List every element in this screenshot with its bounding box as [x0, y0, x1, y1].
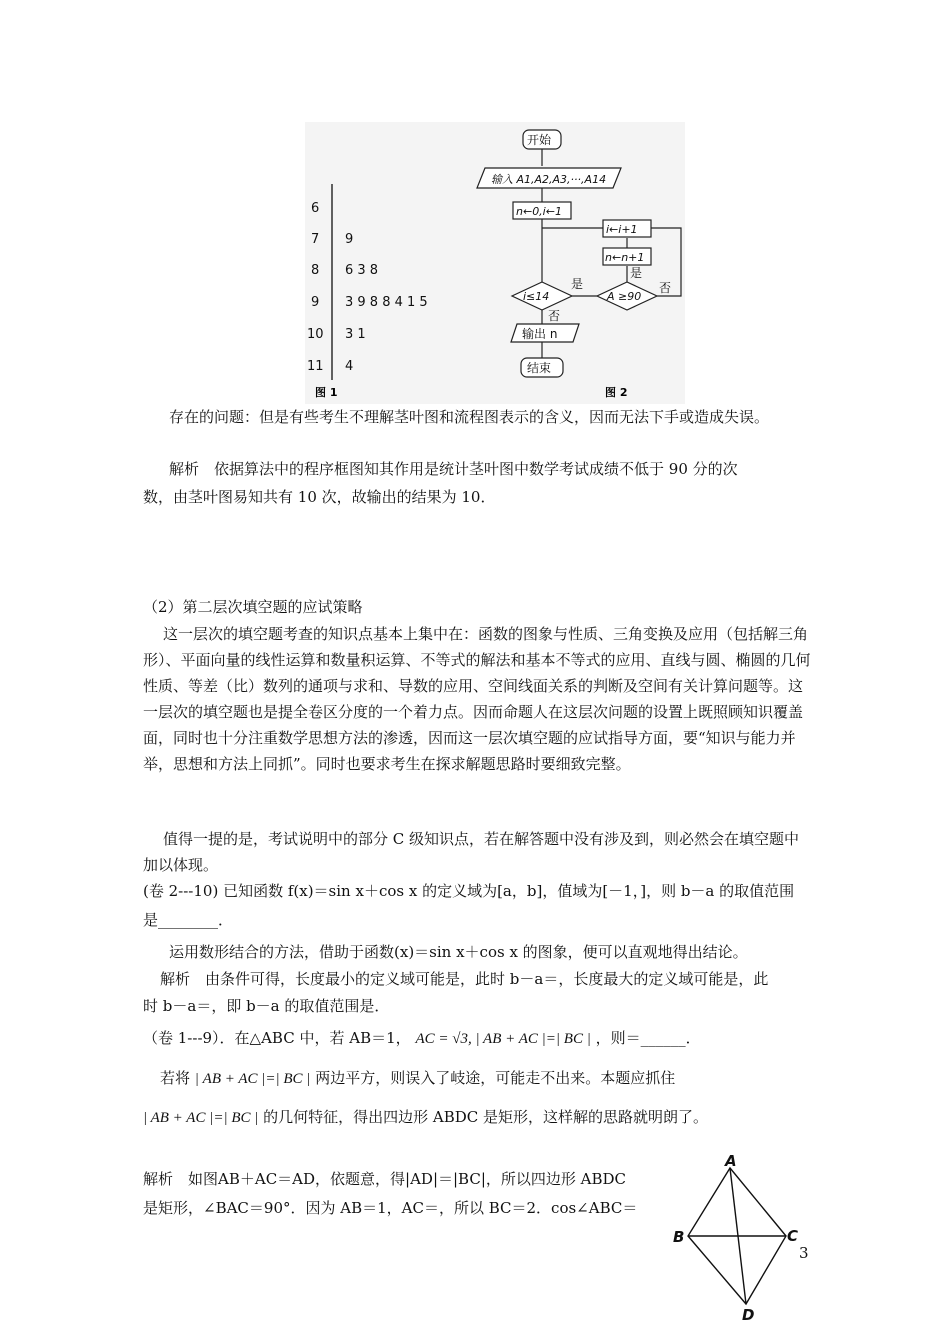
init-label: n←0,i←1 [516, 205, 562, 218]
yes2-label: 是 [630, 266, 643, 280]
warn-suffix: 两边平方，则误入了岐途，可能走不出来。本题应抓住 [315, 1069, 676, 1087]
caption-fig1: 图 1 [315, 386, 338, 399]
problem2-line [143, 1025, 701, 1052]
caption-fig2: 图 2 [605, 386, 628, 399]
vertex-c-label: C [787, 1227, 799, 1245]
vertex-b-label: B [673, 1228, 685, 1246]
incn-label: n←n+1 [605, 251, 645, 264]
output-label: 输出 n [522, 327, 558, 341]
problem2-suffix: ，则＝______． [595, 1029, 701, 1047]
leaf-row-1: 9 [345, 232, 354, 247]
stem-3: 9 [311, 295, 320, 310]
yes1-label: 是 [571, 277, 584, 291]
problem2-formula: AC = √3, | AB + AC |=| BC | [415, 1031, 591, 1047]
flowchart-shapes [477, 130, 681, 377]
page-number: 3 [799, 1244, 809, 1262]
section2-title: （2）第二层次填空题的应试策略 [143, 598, 363, 616]
warn-prefix: 若将 [160, 1069, 191, 1087]
analysis3-line2: 是矩形，∠BAC＝90°．因为 AB＝1，AC＝，所以 BC＝2．cos∠ABC＝ [143, 1199, 638, 1217]
leaf-row-3: 3 9 8 8 4 1 5 [345, 295, 428, 310]
key-suffix: 的几何特征，得出四边形 ABDC 是矩形，这样解的思路就明朗了。 [263, 1108, 709, 1126]
method-line: 运用数形结合的方法，借助于函数(x)＝sin x＋cos x 的图象，便可以直观地得出结论。 [169, 943, 748, 961]
no1-label: 否 [548, 309, 561, 323]
cond1-label: i≤14 [523, 290, 550, 303]
leaf-row-4: 3 1 [345, 327, 366, 342]
problem1-line1: (卷 2---10) 已知函数 f(x)＝sin x＋cos x 的定义域为[a，b]，值域为[－1，]，则 b－a 的取值范围 [143, 882, 795, 900]
figure-panel [305, 122, 685, 404]
end-label: 结束 [527, 361, 552, 375]
no2-label: 否 [659, 281, 672, 295]
stem-1: 7 [311, 232, 320, 247]
warn-formula: | AB + AC |=| BC | [194, 1071, 311, 1087]
input-label: 输入 A1,A2,A3,···,A14 [491, 173, 607, 186]
stem-leaf-leaves [345, 232, 428, 374]
analysis1-line1: 解析 依据算法中的程序框图知其作用是统计茎叶图中数学考试成绩不低于 90 分的次 [169, 460, 738, 478]
inci-label: i←i+1 [606, 223, 638, 236]
leaf-row-2: 6 3 8 [345, 263, 379, 278]
vertex-d-label: D [742, 1306, 755, 1322]
section2-body: 这一层次的填空题考查的知识点基本上集中在：函数的图象与性质、三角变换及应用（包括解三角形）、平面向量的线性运算和数量积运算、不等式的解法和基本不等式的应用、直线与圆、椭圆的几何性质、等差（比）数列的通项与求和、导数的应用、空间线面关系的判断及空间有关计算问题等。这一层次的填空题也是提全卷区分度的一个着力点。因而命题人在这层次问题的设置上既照顾知识覆盖面，同时也十分注重数学思想方法的渗透，因而这一层次填空题的应试指导方面，要“知识与能力并举，思想和方法上同抓”。同时也要求考生在探求解题思路时要细致完整。 [143, 625, 811, 773]
analysis3-line1: 解析 如图AB＋AC＝AD，依题意，得|AD|＝|BC|，所以四边形 ABDC [143, 1170, 627, 1188]
stem-0: 6 [311, 201, 320, 216]
issue-paragraph: 存在的问题：但是有些考生不理解茎叶图和流程图表示的含义，因而无法下手或造成失误。 [169, 408, 770, 426]
cond2-label: A ≥90 [607, 290, 642, 303]
stem-2: 8 [311, 263, 320, 278]
stem-4: 10 [307, 327, 324, 342]
leaf-row-5: 4 [345, 359, 354, 374]
start-label: 开始 [527, 133, 552, 147]
key-line [143, 1104, 708, 1131]
problem2-prefix: （卷 1---9）．在△ABC 中，若 AB＝1， [143, 1029, 411, 1047]
problem1-line2: 是________． [143, 911, 234, 929]
vertex-a-label: A [725, 1152, 737, 1170]
rhombus-figure [668, 1152, 808, 1322]
warn-line [160, 1065, 675, 1092]
stem-leaf-stems [307, 201, 324, 374]
figure-svg [305, 122, 685, 404]
note-c-paragraph: 值得一提的是，考试说明中的部分 C 级知识点，若在解答题中没有涉及到，则必然会在填空题中加以体现。 [143, 830, 800, 874]
stem-5: 11 [307, 359, 324, 374]
analysis1-line2: 数，由茎叶图易知共有 10 次，故输出的结果为 10． [143, 488, 496, 506]
key-formula: | AB + AC |=| BC | [143, 1110, 259, 1126]
analysis2-line1: 解析 由条件可得，长度最小的定义域可能是，此时 b－a＝，长度最大的定义域可能是，此 [160, 970, 769, 988]
analysis2-line2: 时 b－a＝，即 b－a 的取值范围是． [143, 997, 390, 1015]
